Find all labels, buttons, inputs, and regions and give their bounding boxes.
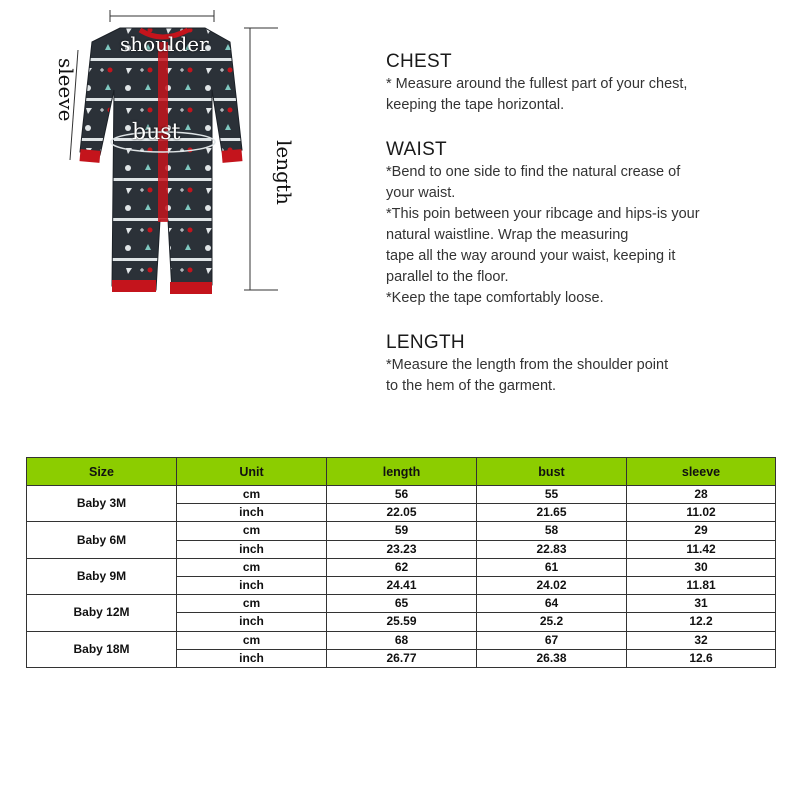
bust-cell: 21.65	[477, 504, 627, 522]
bust-cell: 61	[477, 558, 627, 576]
waist-line: your waist.	[386, 185, 456, 201]
sleeve-cell: 29	[627, 522, 776, 540]
bust-cell: 64	[477, 595, 627, 613]
sleeve-cell: 30	[627, 558, 776, 576]
length-cell: 59	[327, 522, 477, 540]
header-bust: bust	[477, 458, 627, 486]
sleeve-cell: 11.42	[627, 540, 776, 558]
sleeve-cell: 11.02	[627, 504, 776, 522]
length-cell: 68	[327, 631, 477, 649]
length-label: length	[272, 140, 296, 205]
chest-title: CHEST	[386, 51, 452, 72]
size-cell: Baby 18M	[27, 631, 177, 667]
waist-title: WAIST	[386, 139, 447, 160]
sleeve-cell: 31	[627, 595, 776, 613]
unit-cell: cm	[177, 595, 327, 613]
size-cell: Baby 9M	[27, 558, 177, 594]
sleeve-cell: 11.81	[627, 576, 776, 594]
sleeve-cell: 12.6	[627, 649, 776, 667]
unit-cell: cm	[177, 486, 327, 504]
bust-cell: 26.38	[477, 649, 627, 667]
sleeve-label: sleeve	[54, 58, 78, 122]
waist-line: *This poin between your ribcage and hips-is your	[386, 206, 700, 222]
bust-cell: 22.83	[477, 540, 627, 558]
length-title: LENGTH	[386, 332, 465, 353]
bust-cell: 25.2	[477, 613, 627, 631]
length-cell: 24.41	[327, 576, 477, 594]
header-length: length	[327, 458, 477, 486]
length-section	[386, 331, 668, 397]
waist-line: tape all the way around your waist, keeping it	[386, 248, 676, 264]
table-row	[27, 631, 776, 649]
bust-label: bust	[132, 120, 181, 145]
size-cell: Baby 6M	[27, 522, 177, 558]
unit-cell: cm	[177, 558, 327, 576]
waist-line: natural waistline. Wrap the measuring	[386, 227, 629, 243]
bust-cell: 24.02	[477, 576, 627, 594]
length-cell: 56	[327, 486, 477, 504]
size-cell: Baby 3M	[27, 486, 177, 522]
table-header-row	[27, 458, 776, 486]
sleeve-cell: 12.2	[627, 613, 776, 631]
bust-cell: 58	[477, 522, 627, 540]
length-cell: 25.59	[327, 613, 477, 631]
waist-line: *Keep the tape comfortably loose.	[386, 290, 604, 306]
table-row	[27, 595, 776, 613]
garment-diagram	[0, 0, 330, 330]
length-line: *Measure the length from the shoulder point	[386, 357, 669, 373]
waist-line: parallel to the floor.	[386, 269, 509, 285]
table-row	[27, 522, 776, 540]
size-chart-table	[26, 457, 776, 668]
header-size: Size	[27, 458, 177, 486]
chest-line: * Measure around the fullest part of your chest,	[386, 76, 688, 92]
unit-cell: inch	[177, 576, 327, 594]
length-cell: 23.23	[327, 540, 477, 558]
length-cell: 65	[327, 595, 477, 613]
unit-cell: inch	[177, 540, 327, 558]
unit-cell: inch	[177, 649, 327, 667]
unit-cell: cm	[177, 522, 327, 540]
length-cell: 62	[327, 558, 477, 576]
waist-section	[386, 138, 700, 309]
header-unit: Unit	[177, 458, 327, 486]
size-cell: Baby 12M	[27, 595, 177, 631]
bust-cell: 55	[477, 486, 627, 504]
length-cell: 26.77	[327, 649, 477, 667]
bust-cell: 67	[477, 631, 627, 649]
unit-cell: inch	[177, 504, 327, 522]
length-cell: 22.05	[327, 504, 477, 522]
waist-line: *Bend to one side to find the natural crease of	[386, 164, 681, 180]
unit-cell: cm	[177, 631, 327, 649]
length-line: to the hem of the garment.	[386, 378, 557, 394]
sleeve-cell: 32	[627, 631, 776, 649]
chest-line: keeping the tape horizontal.	[386, 97, 565, 113]
table-row	[27, 486, 776, 504]
header-sleeve: sleeve	[627, 458, 776, 486]
chest-section	[386, 50, 687, 116]
table-row	[27, 558, 776, 576]
shoulder-label: shoulder	[120, 32, 209, 56]
sleeve-cell: 28	[627, 486, 776, 504]
unit-cell: inch	[177, 613, 327, 631]
